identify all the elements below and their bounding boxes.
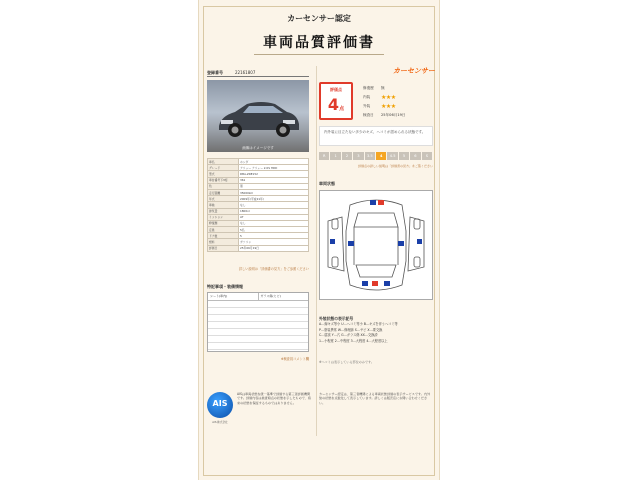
inspector-note: ※検査員コメント欄	[280, 357, 309, 361]
vehicle-diagram	[319, 190, 433, 300]
grade-row	[363, 95, 433, 104]
spec-value: 25年06月19日	[239, 245, 309, 251]
legend-line: A…線キズ等小 U…ヘコミ等小 B…キズを伴うヘコミ等	[319, 322, 398, 326]
spec-value: ホンダ	[239, 159, 309, 165]
carsensor-logo: カーセンサー	[393, 67, 435, 75]
star-icon: ★	[385, 103, 391, 110]
spec-value: 5名	[239, 227, 309, 233]
vehicle-photo	[207, 80, 309, 152]
star-icon: ★	[381, 94, 386, 101]
legend-line: P…塗装異常 W…修理跡 S…サビ X…要交換	[319, 327, 383, 332]
spec-value: アリュー アリュー 2.0S HDD	[239, 165, 309, 171]
score-label: 評価点	[330, 87, 342, 92]
bottom-left-text: AISは車両状態を統一基準で評価する第三者評価機関です。評価内容は検査時点の状態を示したもので、将来の状態を保証するものではありません。	[237, 392, 311, 405]
star-icon: ★	[385, 94, 391, 101]
legend-title: 外装状態の表示記号	[319, 316, 354, 321]
grade-label: 検査日	[363, 113, 374, 117]
spec-key: 排気量	[208, 208, 239, 214]
legend-line: C…腐食 Y…穴 G…ガラス傷 XX…交換済	[319, 333, 378, 338]
spec-note: 詳しい説明は「評価書の見方」をご参照ください	[238, 267, 309, 271]
grade-list	[363, 86, 433, 122]
spec-value: ガソリン	[239, 239, 309, 245]
spec-key: グレード	[208, 165, 239, 171]
score-badge	[319, 82, 353, 120]
scale-point: 5	[399, 152, 409, 160]
ais-company: AIS 株式会社	[212, 421, 228, 424]
spec-table	[207, 158, 309, 252]
spec-value: 35000km	[239, 189, 309, 195]
grade-row	[363, 113, 433, 122]
scale-point: 4.5	[387, 152, 397, 160]
spec-key: 車検	[208, 202, 239, 208]
spec-key: ドア数	[208, 233, 239, 239]
spec-key: 色	[208, 183, 239, 189]
legend	[319, 316, 433, 344]
star-icon: ★	[390, 94, 396, 101]
grade-label: 内装	[363, 95, 371, 99]
registration-label: 登録番号	[207, 70, 223, 75]
ais-logo: AIS	[207, 392, 233, 418]
spec-row	[208, 245, 309, 251]
certified-label: カーセンサー認定	[287, 14, 351, 23]
page-title: 車両品質評価書	[263, 35, 375, 51]
spec-key: 燃料	[208, 239, 239, 245]
title-underline	[254, 54, 384, 55]
photo-caption: 画像はイメージです	[242, 146, 274, 150]
grade-label: 修復歴	[363, 86, 374, 90]
star-rating	[381, 94, 396, 101]
scale-point: 1	[330, 152, 340, 160]
column-divider	[316, 66, 317, 436]
scale-point: S	[422, 152, 432, 160]
evaluation-sheet	[198, 0, 440, 480]
star-rating	[381, 103, 396, 110]
spec-value: 1800cc	[239, 208, 309, 214]
spec-key: 定員	[208, 227, 239, 233]
spec-value: DBA-ZRE152	[239, 171, 309, 177]
legend-note: ※ヘコミは表示している部位のみです。	[319, 360, 374, 364]
score-scale	[319, 152, 433, 160]
spec-key: 車名	[208, 159, 239, 165]
scale-point: 2	[342, 152, 352, 160]
special-section-title: 特記事項・装備情報	[207, 284, 243, 289]
car-outline-diagram	[320, 191, 432, 299]
spec-value: 2009年(平成21年)	[239, 196, 309, 202]
scale-point: 6	[410, 152, 420, 160]
scale-note: 評価点の詳しい説明は「評価書の見方」をご覧ください	[357, 164, 433, 168]
scale-point: R	[319, 152, 329, 160]
scale-point: 3.5	[365, 152, 375, 160]
star-icon: ★	[390, 103, 396, 110]
evaluation-comment: 内外装に目立たない多少のキズ、ヘコミが認められる状態です。	[319, 126, 433, 146]
special-col1: シート(車内)	[208, 293, 259, 300]
spec-value: AT	[239, 214, 309, 220]
grade-row	[363, 104, 433, 113]
spec-key: ミッション	[208, 214, 239, 220]
car-image	[213, 94, 303, 140]
spec-value: 黒	[239, 183, 309, 189]
legend-line: 1…小程度 2…中程度 3…大程度 4…大程度以上	[319, 338, 388, 343]
spec-key: 車台番号下3桁	[208, 177, 239, 183]
special-col2: ガラス傷(ヒビ)	[260, 294, 281, 298]
scale-point: 3	[353, 152, 363, 160]
star-icon: ★	[381, 103, 386, 110]
spec-key: 型式	[208, 171, 239, 177]
spec-key: 走行距離	[208, 189, 239, 195]
registration-number: 22161807	[235, 70, 256, 75]
spec-value: なし	[239, 220, 309, 226]
spec-value: なし	[239, 202, 309, 208]
grade-value: 無	[381, 86, 385, 90]
grade-label: 外装	[363, 104, 371, 108]
spec-key: 年式	[208, 196, 239, 202]
grade-row	[363, 86, 433, 95]
diagram-title: 車両状態	[319, 181, 335, 186]
special-notes-box	[207, 292, 309, 352]
spec-value: 5	[239, 233, 309, 239]
bottom-right-text: カーセンサー認定は、第三者機関による車両状態評価の表示サービスです。内外装の状態を点数化して表示しています。詳しくは販売店にお問い合わせください。	[319, 392, 431, 405]
scale-point: 4	[376, 152, 386, 160]
spec-value: 361	[239, 177, 309, 183]
score-value: 4点	[327, 95, 345, 114]
spec-key: 修復歴	[208, 220, 239, 226]
grade-value: 25年06月19日	[381, 113, 406, 117]
spec-key: 評価日	[208, 245, 239, 251]
